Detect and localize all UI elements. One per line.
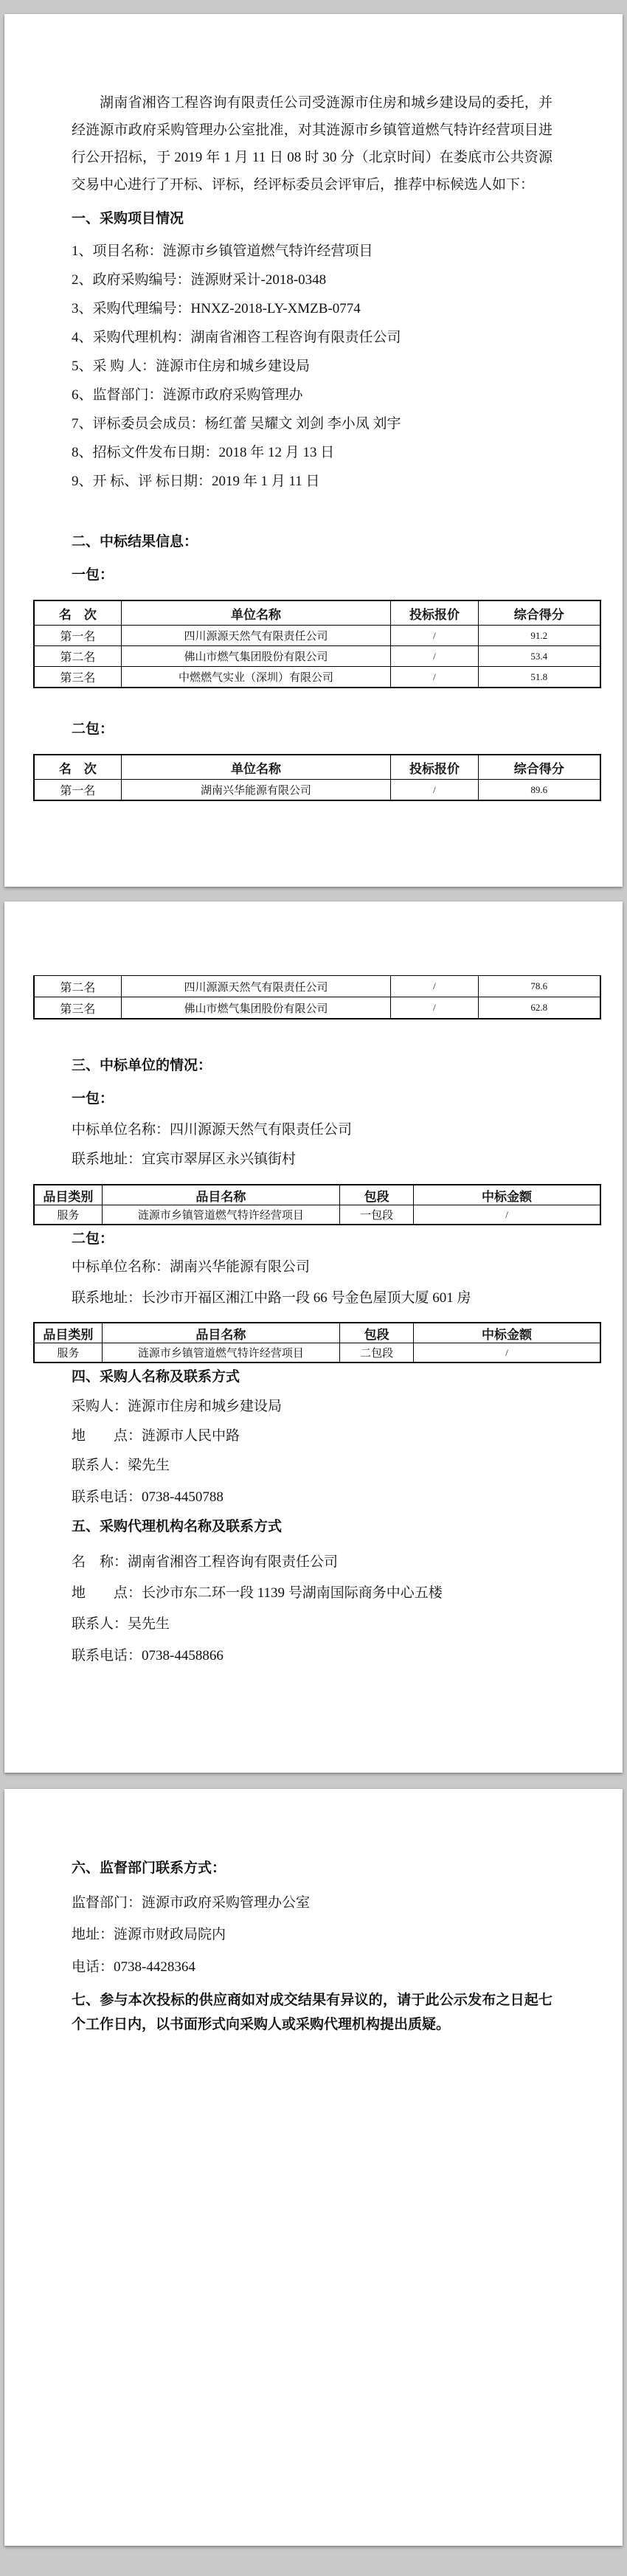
table-row xyxy=(34,1343,600,1363)
agency-phone-line: 联系电话：0738-4458866 xyxy=(72,1648,224,1663)
rank-cell: 第一名 xyxy=(34,780,121,801)
company-cell: 佛山市燃气集团股份有限公司 xyxy=(121,646,391,667)
section3-lot1-label: 一包： xyxy=(72,1091,114,1107)
column-header-item: 品目名称 xyxy=(102,1323,340,1343)
project-item-gov-number: 2、政府采购编号：涟源财采计-2018-0348 xyxy=(72,272,327,288)
rank-cell: 第三名 xyxy=(34,997,121,1019)
project-item-committee: 7、评标委员会成员：杨红蕾 吴耀文 刘剑 李小凤 刘宇 xyxy=(72,416,401,432)
lot2-result-table-continued xyxy=(33,975,601,1019)
column-header-score: 综合得分 xyxy=(478,600,600,626)
table-row xyxy=(34,626,600,646)
project-item-agent-number: 3、采购代理编号：HNXZ-2018-LY-XMZB-0774 xyxy=(72,301,361,316)
rank-cell: 第一名 xyxy=(34,626,121,646)
lot1-award-table xyxy=(33,1184,601,1225)
company-cell: 佛山市燃气集团股份有限公司 xyxy=(121,997,391,1019)
section-1-heading: 一、采购项目情况 xyxy=(72,211,184,226)
project-item-agency: 4、采购代理机构：湖南省湘咨工程咨询有限责任公司 xyxy=(72,330,401,345)
column-header-rank: 名 次 xyxy=(34,600,121,626)
price-cell: / xyxy=(391,646,478,667)
column-header-company: 单位名称 xyxy=(121,600,391,626)
price-cell: / xyxy=(391,780,478,801)
table-row xyxy=(34,997,600,1019)
section-6-heading: 六、监督部门联系方式： xyxy=(72,1860,226,1876)
price-cell: / xyxy=(391,667,478,688)
column-header-price: 投标报价 xyxy=(391,600,478,626)
score-cell: 51.8 xyxy=(478,667,600,688)
rank-cell: 第二名 xyxy=(34,976,121,997)
column-header-score: 综合得分 xyxy=(478,755,600,780)
category-cell: 服务 xyxy=(34,1343,102,1363)
column-header-item: 品目名称 xyxy=(102,1185,340,1205)
table-row xyxy=(34,976,600,997)
section-5-heading: 五、采购代理机构名称及联系方式 xyxy=(72,1519,283,1534)
table-header-row xyxy=(34,755,600,780)
purchaser-name-line: 采购人：涟源市住房和城乡建设局 xyxy=(72,1399,283,1414)
score-cell: 91.2 xyxy=(478,626,600,646)
agency-contact-line: 联系人：吴先生 xyxy=(72,1616,170,1632)
rank-cell: 第三名 xyxy=(34,667,121,688)
price-cell: / xyxy=(391,997,478,1019)
lot1-label: 一包： xyxy=(72,567,114,583)
column-header-rank: 名 次 xyxy=(34,755,121,780)
score-cell: 89.6 xyxy=(478,780,600,801)
supervisor-phone-line: 电话：0738-4428364 xyxy=(72,1959,195,1975)
column-header-company: 单位名称 xyxy=(121,755,391,780)
amount-cell: / xyxy=(414,1205,600,1225)
score-cell: 78.6 xyxy=(478,976,600,997)
section-7-objection-notice: 七、参与本次投标的供应商如对成交结果有异议的，请于此公示发布之日起七个工作日内，以书面形式向采购人或采购代理机构提出质疑。 xyxy=(72,1992,552,2032)
project-item-publish-date: 8、招标文件发布日期：2018 年 12 月 13 日 xyxy=(72,445,335,460)
intro-paragraph: 湖南省湘咨工程咨询有限责任公司受涟源市住房和城乡建设局的委托，并经涟源市政府采购管理办公室批准，对其涟源市乡镇管道燃气特许经营项目进行公开招标，于 2019 年 1 月 11 日 08 时 30 分（北京时间）在娄底市公共资源交易中心进行了开标、评标，经评标委员会评审后，推荐中标候选人如下： xyxy=(72,95,552,193)
score-cell: 53.4 xyxy=(478,646,600,667)
column-header-lot: 包段 xyxy=(340,1323,414,1343)
company-cell: 中燃燃气实业（深圳）有限公司 xyxy=(121,667,391,688)
lot2-result-table xyxy=(33,754,601,801)
lot-cell: 二包段 xyxy=(340,1343,414,1363)
rank-cell: 第二名 xyxy=(34,646,121,667)
column-header-price: 投标报价 xyxy=(391,755,478,780)
project-info-list xyxy=(4,238,623,496)
column-header-category: 品目类别 xyxy=(34,1185,102,1205)
amount-cell: / xyxy=(414,1343,600,1363)
section-4-heading: 四、采购人名称及联系方式 xyxy=(72,1369,240,1385)
purchaser-address-line: 地 点：涟源市人民中路 xyxy=(72,1428,240,1444)
lot1-winner-address: 联系地址：宜宾市翠屏区永兴镇街村 xyxy=(72,1152,297,1167)
agency-address-line: 地 点：长沙市东二环一段 1139 号湖南国际商务中心五楼 xyxy=(72,1585,443,1601)
document-page-2 xyxy=(4,901,623,1773)
company-cell: 四川源源天然气有限责任公司 xyxy=(121,626,391,646)
agency-name-line: 名 称：湖南省湘咨工程咨询有限责任公司 xyxy=(72,1554,339,1570)
price-cell: / xyxy=(391,626,478,646)
lot2-winner-name: 中标单位名称：湖南兴华能源有限公司 xyxy=(72,1259,311,1275)
table-row xyxy=(34,667,600,688)
column-header-category: 品目类别 xyxy=(34,1323,102,1343)
lot-cell: 一包段 xyxy=(340,1205,414,1225)
company-cell: 四川源源天然气有限责任公司 xyxy=(121,976,391,997)
price-cell: / xyxy=(391,976,478,997)
lot2-label: 二包： xyxy=(72,721,114,737)
project-item-bid-date: 9、开 标、评 标日期：2019 年 1 月 11 日 xyxy=(72,474,320,489)
purchaser-phone-line: 联系电话：0738-4450788 xyxy=(72,1489,224,1505)
column-header-amount: 中标金额 xyxy=(414,1323,600,1343)
score-cell: 62.8 xyxy=(478,997,600,1019)
table-row xyxy=(34,1205,600,1225)
category-cell: 服务 xyxy=(34,1205,102,1225)
table-header-row xyxy=(34,1185,600,1205)
supervisor-name-line: 监督部门：涟源市政府采购管理办公室 xyxy=(72,1895,311,1911)
section-2-heading: 二、中标结果信息： xyxy=(72,534,198,550)
supervisor-address-line: 地址：涟源市财政局院内 xyxy=(72,1927,226,1942)
item-cell: 涟源市乡镇管道燃气特许经营项目 xyxy=(102,1343,340,1363)
table-header-row xyxy=(34,1323,600,1343)
purchaser-contact-line: 联系人：梁先生 xyxy=(72,1458,170,1473)
document-page-1 xyxy=(4,14,623,887)
column-header-amount: 中标金额 xyxy=(414,1185,600,1205)
lot2-winner-address: 联系地址：长沙市开福区湘江中路一段 66 号金色屋顶大厦 601 房 xyxy=(72,1290,471,1306)
column-header-lot: 包段 xyxy=(340,1185,414,1205)
project-item-name: 1、项目名称：涟源市乡镇管道燃气特许经营项目 xyxy=(72,243,373,259)
document-page-3 xyxy=(4,1789,623,2546)
item-cell: 涟源市乡镇管道燃气特许经营项目 xyxy=(102,1205,340,1225)
project-item-purchaser: 5、采 购 人：涟源市住房和城乡建设局 xyxy=(72,359,311,374)
table-row xyxy=(34,646,600,667)
table-header-row xyxy=(34,600,600,626)
section3-lot2-label: 二包： xyxy=(72,1231,114,1247)
project-item-supervisor: 6、监督部门：涟源市政府采购管理办 xyxy=(72,387,303,403)
company-cell: 湖南兴华能源有限公司 xyxy=(121,780,391,801)
lot1-winner-name: 中标单位名称：四川源源天然气有限责任公司 xyxy=(72,1122,353,1138)
section-3-heading: 三、中标单位的情况： xyxy=(72,1058,212,1073)
table-row xyxy=(34,780,600,801)
lot2-award-table xyxy=(33,1322,601,1363)
lot1-result-table xyxy=(33,600,601,688)
